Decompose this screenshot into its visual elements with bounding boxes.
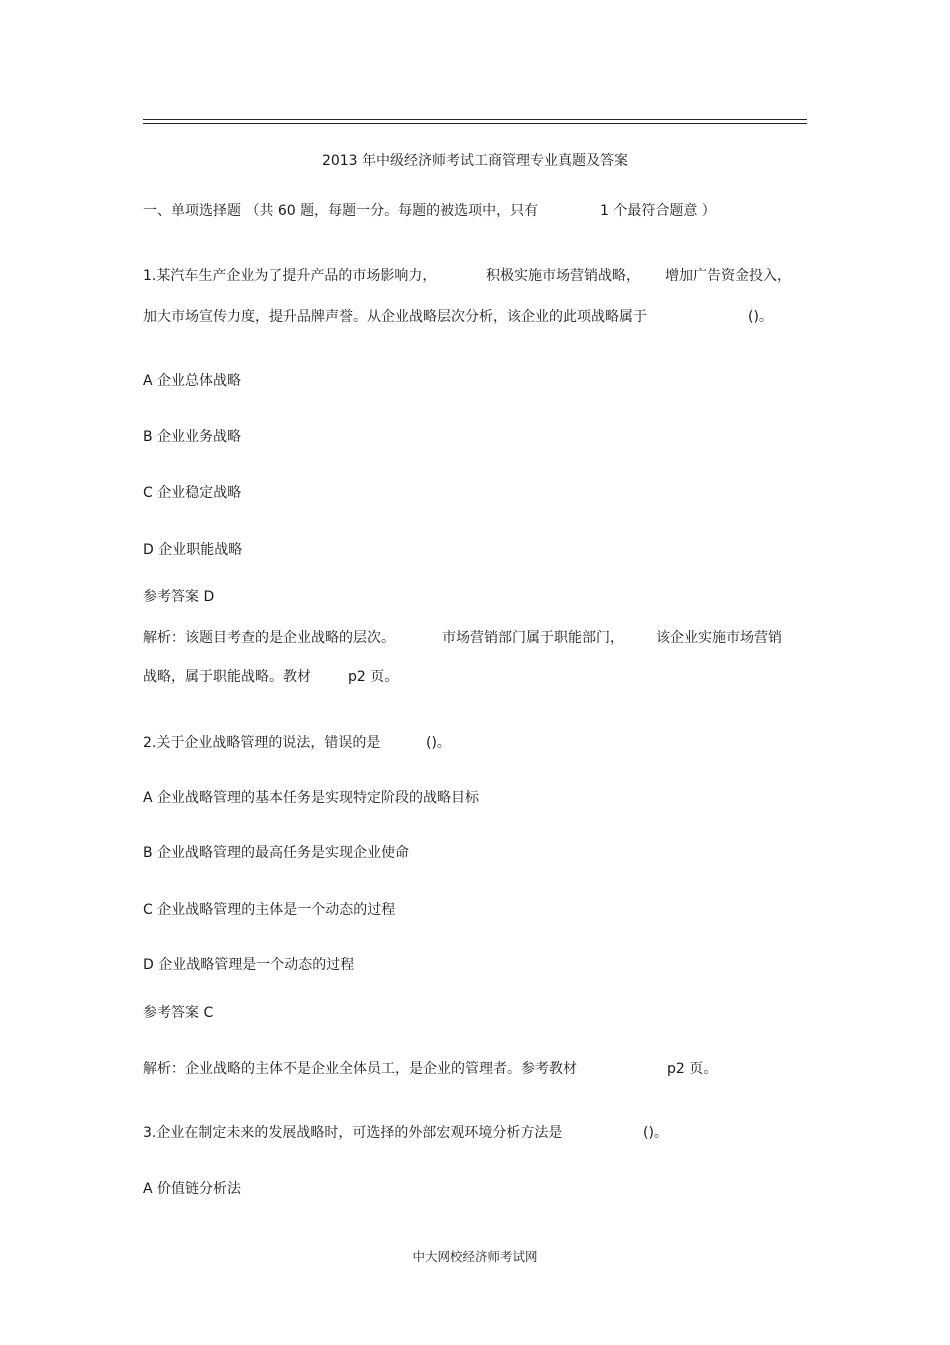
header-rule-top: [143, 119, 807, 120]
header-rule-bottom: [143, 123, 807, 124]
q1-option-b: B 企业业务战略: [143, 429, 242, 445]
q1-stem-seg: 积极实施市场营销战略，: [486, 268, 640, 284]
q3-stem-line1: [143, 1124, 668, 1178]
q1-analysis-seg: 战略，属于职能战略。教材: [143, 669, 311, 685]
q3-stem-seg: ()。: [643, 1125, 668, 1141]
q1-option-d: D 企业职能战略: [143, 542, 243, 558]
q2-option-a: A 企业战略管理的基本任务是实现特定阶段的战略目标: [143, 790, 480, 806]
q2-analysis-seg: 解析：企业战略的主体不是企业全体员工，是企业的管理者。参考教材: [143, 1061, 577, 1077]
q2-option-b: B 企业战略管理的最高任务是实现企业使命: [143, 845, 410, 861]
q1-stem-seg: 1.某汽车生产企业为了提升产品的市场影响力，: [143, 268, 437, 284]
q1-stem-seg: ()。: [748, 309, 773, 325]
q1-option-c: C 企业稳定战略: [143, 485, 242, 501]
section-heading: [143, 202, 716, 256]
q1-analysis-seg: p2 页。: [348, 669, 399, 685]
q2-stem-seg: ()。: [426, 735, 451, 751]
q2-option-d: D 企业战略管理是一个动态的过程: [143, 957, 355, 973]
q2-stem-line1: [143, 734, 451, 788]
q1-analysis-line2: [143, 668, 399, 722]
section-heading-part1: 一、单项选择题 （共 60 题，每题一分。每题的被选项中，只有: [143, 203, 539, 219]
q1-answer: 参考答案 D: [143, 589, 215, 605]
q1-stem-seg: 增加广告资金投入，: [665, 268, 791, 284]
q1-option-a: A 企业总体战略: [143, 373, 242, 389]
page-footer: 中大网校经济师考试网: [412, 1249, 538, 1264]
q1-stem-seg: 加大市场宣传力度，提升品牌声誉。从企业战略层次分析，该企业的此项战略属于: [143, 309, 647, 325]
q2-analysis-line1: [143, 1060, 718, 1114]
q3-option-a: A 价值链分析法: [143, 1181, 242, 1197]
q2-analysis-seg: p2 页。: [667, 1061, 718, 1077]
q1-stem-line2: [143, 308, 773, 362]
q1-analysis-seg: 该企业实施市场营销: [656, 630, 782, 646]
q2-stem-seg: 2.关于企业战略管理的说法，错误的是: [143, 735, 381, 751]
section-heading-part2: 1 个最符合题意 ）: [600, 203, 716, 219]
q2-option-c: C 企业战略管理的主体是一个动态的过程: [143, 902, 396, 918]
q1-analysis-seg: 解析：该题目考查的是企业战略的层次。: [143, 630, 395, 646]
q3-stem-seg: 3.企业在制定未来的发展战略时，可选择的外部宏观环境分析方法是: [143, 1125, 563, 1141]
q1-analysis-seg: 市场营销部门属于职能部门，: [442, 630, 624, 646]
q2-answer: 参考答案 C: [143, 1005, 214, 1021]
document-title: 2013 年中级经济师考试工商管理专业真题及答案: [321, 153, 629, 169]
